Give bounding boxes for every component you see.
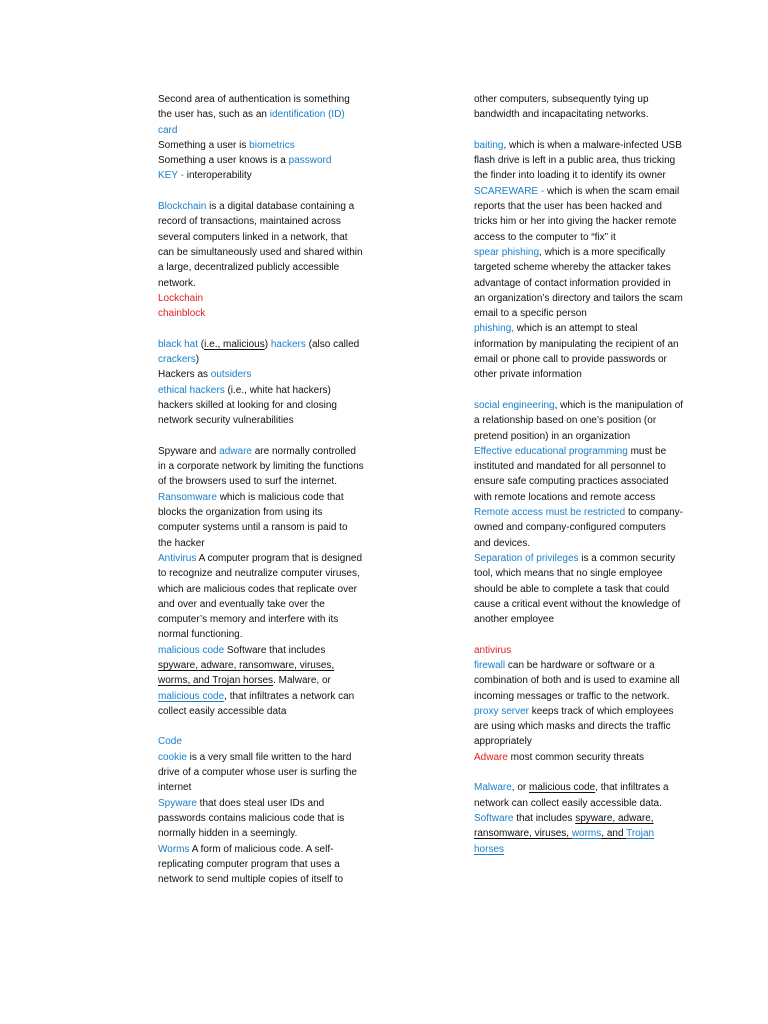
term-adware: adware [219,445,252,457]
underlined-text: spyware, adware, ransomware, viruses, worms, and Trojan horses [158,659,335,687]
text: , which is the manipulation of a relationship based on one’s position (or pretend position) in an organization [474,399,684,442]
text: , which is a more specifically targeted scheme whereby the attacker takes advantage of contact information provided in an organization’s directory and tailors the scam email to a specific person [474,246,683,320]
term-key: KEY - [158,170,187,182]
term-password: password [288,155,332,167]
text: , that infiltrates a network can collect easily accessible data [158,690,355,717]
text: which is when the scam email reports that the user has been hacked and tricks him or her into giving the hacker remote access to the computer to “fix” it [474,185,680,243]
text: ) [195,354,200,366]
ransomware-paragraph [158,490,364,551]
firewall-paragraph [474,658,684,704]
text: to company-owned and company-configured computers and devices. [474,507,683,549]
term-blockchain: Blockchain [158,201,207,213]
term-adware-red: Adware [474,751,508,763]
term-chainblock: chainblock [158,308,206,320]
text: is a digital database containing a record of transactions, maintained across several computers linked in a network, that can be simultaneously used and shared within a large, decentralized publicly accessible network. [158,201,363,289]
spacer [158,321,364,336]
underlined-text: spyware, adware, ransomware, viruses, [474,812,654,840]
worms-continued-paragraph: other computers, subsequently tying up bandwidth and incapacitating networks. [474,94,649,121]
malware-paragraph [474,780,684,811]
term-effective-educational-programming: Effective educational programming [474,445,628,457]
spyware-adware-paragraph [158,444,364,490]
term-spyware: Spyware [158,797,197,809]
spacer [474,123,684,138]
term-lockchain: Lockchain [158,292,204,304]
spacer [474,765,684,780]
text: must be instituted and mandated for all personnel to ensure safe computing practices associated with remote locations and remote access [474,445,669,503]
term-identification-card: identification (ID) card [158,109,345,136]
text: Something a user knows is a [158,155,289,167]
term-crackers: crackers [158,354,196,366]
term-phishing: phishing, [474,323,515,335]
term-worms-underlined: worms [571,828,602,840]
text: ( [198,338,205,350]
proxy-server-paragraph [474,704,684,750]
text: that does steal user IDs and passwords contains malicious code that is normally hidden in a seemingly. [158,797,345,840]
term-firewall: firewall [474,659,506,671]
software-paragraph [474,811,684,857]
social-engineering-paragraph [474,398,684,444]
outsiders-paragraph [158,367,364,382]
term-separation-of-privileges: Separation of privileges [474,552,579,564]
baiting-paragraph [474,138,684,184]
adware-paragraph [474,750,684,765]
text: Something a user is [158,139,250,151]
antivirus-paragraph [158,551,364,643]
term-antivirus: Antivirus [158,552,197,564]
term-malware: Malware [474,782,512,794]
text: ) [264,338,271,350]
text: , or [511,782,530,794]
text: which is malicious code that blocks the organization from using its computer systems until a ransom is paid to the hacker [158,491,348,549]
term-outsiders: outsiders [210,369,252,381]
text: most common security threats [507,751,645,763]
term-proxy-server: proxy server [474,705,530,717]
remote-access-paragraph [474,505,684,551]
term-black-hat: black hat [158,338,199,350]
term-biometrics: biometrics [249,139,295,151]
term-hackers: hackers [270,338,306,350]
underlined-text: malicious code [529,782,596,794]
worms-paragraph [158,842,364,888]
text: keeps track of which employees are using which masks and directs the traffic appropriately [474,705,674,748]
spacer [158,719,364,734]
spacer [158,184,364,199]
text: . Malware, or [273,675,331,687]
text: , that infiltrates a network can collect easily accessible data. [474,782,669,809]
text: which is an attempt to steal information by manipulating the recipient of an email or phone call to provide passwords or other private information [474,323,679,381]
text: Software that includes [224,644,326,656]
key-paragraph [158,168,364,183]
term-trojan-horses: Trojan horses [474,828,655,855]
blockchain-paragraph [158,199,364,291]
text: Second area of authentication is something the user has, such as an [158,94,350,121]
separation-paragraph [474,551,684,627]
phishing-paragraph [474,321,684,382]
text: A computer program that is designed to recognize and neutralize computer viruses, which are malicious codes that replicate over and over and eventually take over the computer’s memory and interfere with its normal functioning. [158,552,363,641]
spacer [474,383,684,398]
term-malicious-code: malicious code [158,644,225,656]
text: (i.e., white hat hackers) hackers skilled at looking for and closing network security vulnerabilities [158,384,337,427]
term-scareware: SCAREWARE - [474,185,547,197]
term-antivirus-red: antivirus [474,644,512,656]
ethical-hackers-paragraph [158,383,364,429]
text: is a common security tool, which means that no single employee should be able to complete a task that could cause a critical event without the knowledge of another employee [474,552,681,626]
auth-is-paragraph [158,138,364,153]
term-software: Software [474,812,514,824]
term-malicious-code-underlined: malicious code [158,690,225,702]
auth-has-paragraph [158,92,364,138]
text: is a very small file written to the hard drive of a computer whose user is surfing the internet [158,751,357,794]
malicious-code-paragraph [158,643,364,719]
text: (also called [305,338,360,350]
spacer [474,627,684,642]
term-cookie: cookie [158,751,187,763]
underlined-text: i.e., malicious [204,338,265,350]
text: can be hardware or software or a combination of both and is used to examine all incoming messages or traffic to the network. [474,659,680,702]
spear-phishing-paragraph [474,245,684,321]
term-social-engineering: social engineering [474,399,555,411]
education-paragraph [474,444,684,505]
text: Hackers as [158,369,211,381]
auth-knows-paragraph [158,153,364,168]
term-spear-phishing: spear phishing [474,246,540,258]
term-ethical-hackers: ethical hackers [158,384,225,396]
text: interoperability [186,170,252,182]
term-worms: Worms [158,843,190,855]
cookie-paragraph [158,750,364,796]
underlined-text: , and [601,828,627,840]
spacer [158,429,364,444]
text: A form of malicious code. A self-replicating computer program that uses a network to send multiple copies of itself to [158,843,344,886]
text: , which is when a malware-infected USB flash drive is left in a public area, thus tricking the finder into loading it to identify its owner [474,139,682,182]
right-column [474,92,684,857]
term-baiting: baiting [474,139,504,151]
term-remote-access: Remote access must be restricted [474,507,626,519]
left-column [158,92,364,887]
black-hat-paragraph [158,337,364,368]
term-code: Code [158,736,182,748]
spyware-paragraph [158,796,364,842]
text: Spyware and [158,445,220,457]
scareware-paragraph [474,184,684,245]
term-ransomware: Ransomware [158,491,217,503]
text: that includes [513,812,576,824]
text: are normally controlled in a corporate network by limiting the functions of the browsers used to surf the internet. [158,445,364,488]
